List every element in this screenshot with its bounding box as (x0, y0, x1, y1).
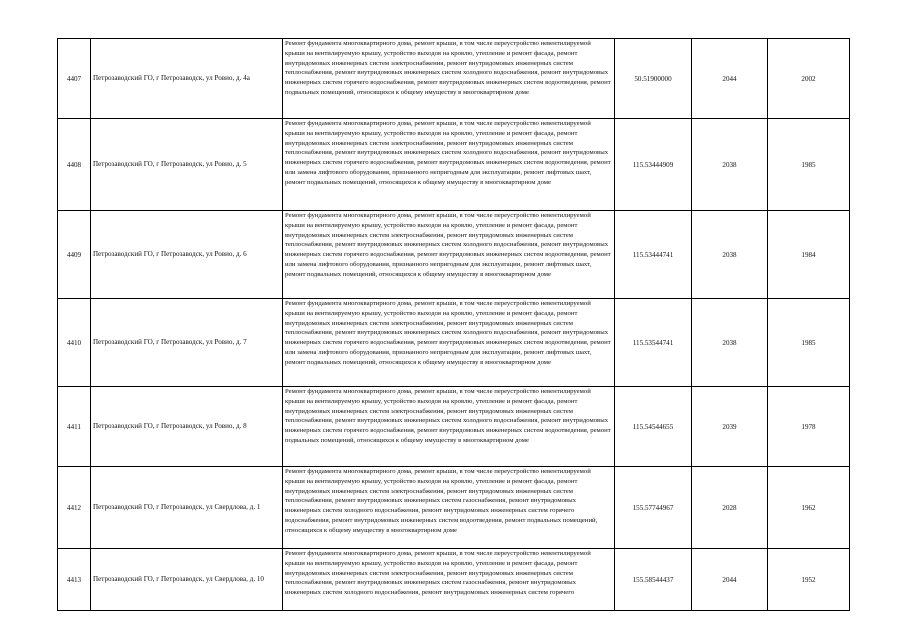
year-planned-cell-text: 2039 (722, 422, 737, 431)
cost-cell-text: 115.53444909 (632, 160, 674, 169)
year-built-cell-text: 2002 (801, 74, 816, 83)
row-number-text: 4409 (66, 250, 82, 259)
works-cell-text: Ремонт фундамента многоквартирного дома, ремонт крыши, в том числе переустройство невентилируемой крыши на вентилируемую крышу, устройство выходов на кровлю, утепление и ремонт фасада, ремонт внутридомовых инженерных систем электроснабжения, ремонт внутридомовых инженерных систем теплоснабжения, ремонт внутридомовых инженерных систем газоснабжения, ремонт внутридомовых инженерных систем холодного водоснабжения, ремонт внутридомовых инженерных систем горячего (285, 550, 591, 597)
row-number (58, 549, 91, 611)
row-number-text: 4413 (66, 575, 82, 584)
works-cell-text: Ремонт фундамента многоквартирного дома, ремонт крыши, в том числе переустройство невентилируемой крыши на вентилируемую крышу, устройство выходов на кровлю, утепление и ремонт фасада, ремонт внутридомовых инженерных систем электроснабжения, ремонт внутридомовых инженерных систем теплоснабжения, ремонт внутридомовых инженерных систем холодного водоснабжения, ремонт внутридомовых инженерных систем горячего водоснабжения, ремонт внутридомовых инженерных систем водоотведения, ремонт или замена лифтового оборудования, признанного непригодным для эксплуатации, ремонт лифтовых шахт, ремонт подвальных помещений, относящихся к общему имуществу в многоквартирном доме (285, 300, 611, 366)
address-cell-text: Петрозаводский ГО, г Петрозаводск, ул Ровио, д. 8 (93, 421, 247, 430)
row-number-text: 4408 (66, 160, 82, 169)
address-cell-text: Петрозаводский ГО, г Петрозаводск, ул Ровио, д. 7 (93, 337, 247, 346)
address-cell-text: Петрозаводский ГО, г Петрозаводск, ул Ровио, д. 5 (93, 159, 247, 168)
cost-cell-text: 115.53544741 (632, 338, 674, 347)
works-cell-text: Ремонт фундамента многоквартирного дома, ремонт крыши, в том числе переустройство невентилируемой крыши на вентилируемую крышу, устройство выходов на кровлю, утепление и ремонт фасада, ремонт внутридомовых инженерных систем электроснабжения, ремонт внутридомовых инженерных систем теплоснабжения, ремонт внутридомовых инженерных систем холодного водоснабжения, ремонт внутридомовых инженерных систем горячего водоснабжения, ремонт внутридомовых инженерных систем водоотведения, ремонт подвальных помещений, относящихся к общему имуществу в многоквартирном доме (285, 40, 611, 96)
year-planned-cell (692, 119, 768, 211)
cost-cell-text: 155.57744967 (632, 503, 674, 512)
year-planned-cell (692, 549, 768, 611)
address-cell (91, 549, 283, 611)
cost-cell-text: 115.54544655 (632, 422, 674, 431)
table-row (58, 211, 850, 299)
year-built-cell-text: 1978 (801, 422, 816, 431)
cost-cell (615, 299, 692, 387)
year-planned-cell-text: 2038 (722, 250, 737, 259)
table-row (58, 299, 850, 387)
row-number (58, 211, 91, 299)
works-cell (283, 39, 615, 119)
address-cell (91, 467, 283, 549)
year-built-cell (768, 387, 850, 467)
year-planned-cell (692, 299, 768, 387)
works-cell (283, 211, 615, 299)
works-cell-text: Ремонт фундамента многоквартирного дома, ремонт крыши, в том числе переустройство невентилируемой крыши на вентилируемую крышу, устройство выходов на кровлю, утепление и ремонт фасада, ремонт внутридомовых инженерных систем электроснабжения, ремонт внутридомовых инженерных систем теплоснабжения, ремонт внутридомовых инженерных систем холодного водоснабжения, ремонт внутридомовых инженерных систем горячего водоснабжения, ремонт внутридомовых инженерных систем водоотведения, ремонт или замена лифтового оборудования, признанного непригодным для эксплуатации, ремонт лифтовых шахт, ремонт подвальных помещений, относящихся к общему имуществу в многоквартирном доме (285, 120, 611, 186)
address-cell-text: Петрозаводский ГО, г Петрозаводск, ул Ровио, д. 4а (93, 73, 250, 82)
year-planned-cell (692, 39, 768, 119)
capital-repair-table (57, 38, 850, 611)
cost-cell (615, 549, 692, 611)
table-row (58, 387, 850, 467)
year-built-cell (768, 299, 850, 387)
address-cell (91, 387, 283, 467)
works-cell (283, 549, 615, 611)
year-planned-cell-text: 2028 (722, 503, 737, 512)
address-cell (91, 119, 283, 211)
year-built-cell (768, 39, 850, 119)
table-row (58, 549, 850, 611)
row-number (58, 39, 91, 119)
year-built-cell-text: 1985 (801, 338, 816, 347)
year-planned-cell-text: 2038 (722, 338, 737, 347)
cost-cell (615, 39, 692, 119)
cost-cell (615, 119, 692, 211)
works-cell-text: Ремонт фундамента многоквартирного дома, ремонт крыши, в том числе переустройство невентилируемой крыши на вентилируемую крышу, устройство выходов на кровлю, утепление и ремонт фасада, ремонт внутридомовых инженерных систем электроснабжения, ремонт внутридомовых инженерных систем теплоснабжения, ремонт внутридомовых инженерных систем холодного водоснабжения, ремонт внутридомовых инженерных систем горячего водоснабжения, ремонт внутридомовых инженерных систем водоотведения, ремонт подвальных помещений, относящихся к общему имуществу в многоквартирном доме (285, 388, 611, 444)
year-built-cell-text: 1962 (801, 503, 816, 512)
address-cell (91, 211, 283, 299)
year-built-cell (768, 467, 850, 549)
address-cell-text: Петрозаводский ГО, г Петрозаводск, ул Свердлова, д. 1 (93, 502, 261, 511)
row-number (58, 387, 91, 467)
cost-cell (615, 467, 692, 549)
row-number (58, 299, 91, 387)
table-row (58, 467, 850, 549)
year-built-cell-text: 1952 (801, 575, 816, 584)
cost-cell (615, 211, 692, 299)
row-number (58, 119, 91, 211)
works-cell-text: Ремонт фундамента многоквартирного дома, ремонт крыши, в том числе переустройство невентилируемой крыши на вентилируемую крышу, устройство выходов на кровлю, утепление и ремонт фасада, ремонт внутридомовых инженерных систем электроснабжения, ремонт внутридомовых инженерных систем теплоснабжения, ремонт внутридомовых инженерных систем холодного водоснабжения, ремонт внутридомовых инженерных систем горячего водоснабжения, ремонт внутридомовых инженерных систем водоотведения, ремонт или замена лифтового оборудования, признанного непригодным для эксплуатации, ремонт лифтовых шахт, ремонт подвальных помещений, относящихся к общему имуществу в многоквартирном доме (285, 212, 611, 278)
works-cell-text: Ремонт фундамента многоквартирного дома, ремонт крыши, в том числе переустройство невентилируемой крыши на вентилируемую крышу, устройство выходов на кровлю, утепление и ремонт фасада, ремонт внутридомовых инженерных систем электроснабжения, ремонт внутридомовых инженерных систем теплоснабжения, ремонт внутридомовых инженерных систем газоснабжения, ремонт внутридомовых инженерных систем холодного водоснабжения, ремонт внутридомовых инженерных систем горячего водоснабжения, ремонт внутридомовых инженерных систем водоотведения, ремонт подвальных помещений, относящихся к общему имуществу в многоквартирном доме (285, 468, 598, 534)
year-planned-cell-text: 2044 (722, 74, 737, 83)
cost-cell-text: 155.58544437 (632, 575, 674, 584)
year-planned-cell (692, 467, 768, 549)
year-planned-cell-text: 2044 (722, 575, 737, 584)
works-cell (283, 299, 615, 387)
address-cell-text: Петрозаводский ГО, г Петрозаводск, ул Ровио, д. 6 (93, 249, 247, 258)
table-row (58, 119, 850, 211)
row-number (58, 467, 91, 549)
row-number-text: 4412 (66, 503, 82, 512)
row-number-text: 4407 (66, 74, 82, 83)
row-number-text: 4411 (67, 422, 81, 431)
year-built-cell (768, 211, 850, 299)
year-planned-cell (692, 211, 768, 299)
address-cell-text: Петрозаводский ГО, г Петрозаводск, ул Свердлова, д. 10 (93, 574, 264, 583)
row-number-text: 4410 (66, 338, 82, 347)
works-cell (283, 387, 615, 467)
year-planned-cell (692, 387, 768, 467)
works-cell (283, 467, 615, 549)
cost-cell-text: 115.53444741 (632, 250, 674, 259)
year-built-cell-text: 1985 (801, 160, 816, 169)
year-built-cell (768, 119, 850, 211)
cost-cell-text: 50.51900000 (634, 74, 672, 83)
year-planned-cell-text: 2038 (722, 160, 737, 169)
works-cell (283, 119, 615, 211)
cost-cell (615, 387, 692, 467)
year-built-cell-text: 1984 (801, 250, 816, 259)
address-cell (91, 299, 283, 387)
table-row (58, 39, 850, 119)
address-cell (91, 39, 283, 119)
year-built-cell (768, 549, 850, 611)
